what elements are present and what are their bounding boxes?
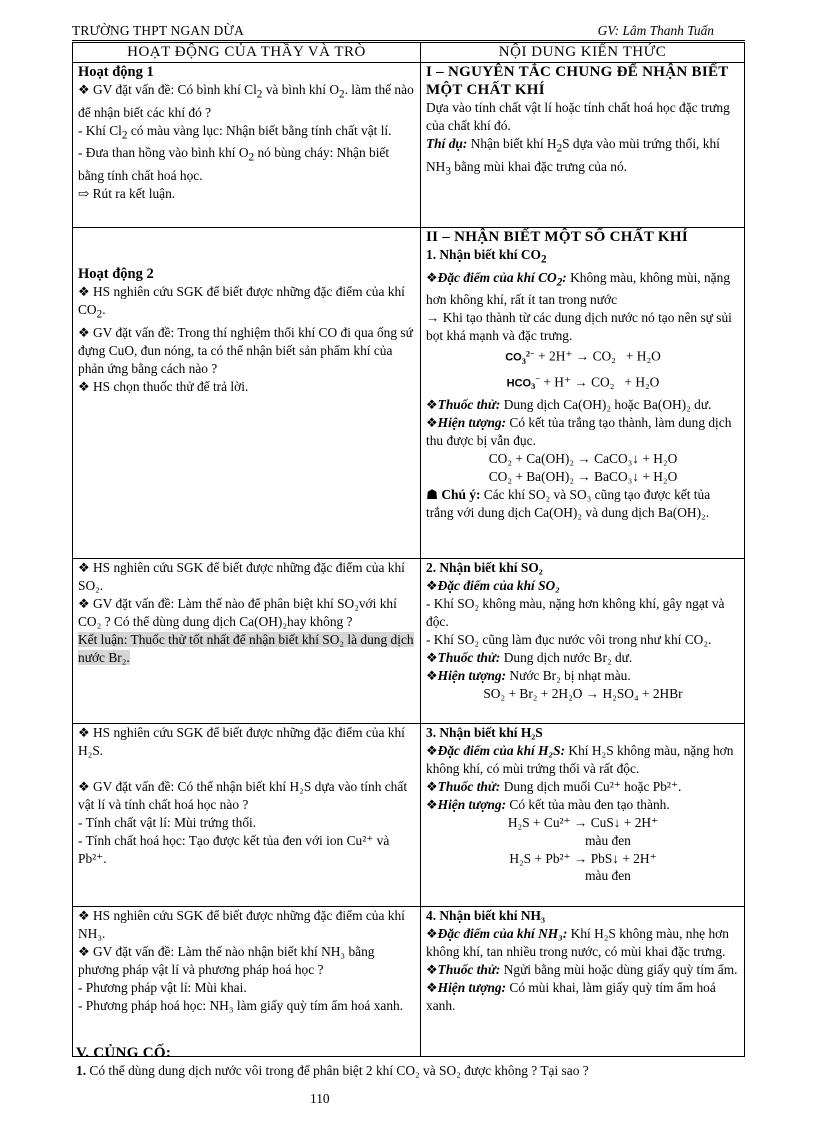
conclusion: Kết luận: Thuốc thử tốt nhất để nhận biết khí SO₂ là dung dịch nước Br₂. [78,632,414,665]
text-line: - Phương pháp vật lí: Mùi khai. [78,980,247,995]
subsection-title: 1. Nhận biết khí $CO_2$ [426,247,547,266]
note-icon: ☗ [426,487,439,502]
diamond-bullet-icon: ❖ [426,269,438,285]
diamond-bullet-icon: ❖ [426,578,438,593]
content-cell [421,228,745,559]
diamond-bullet-icon: ❖ [78,560,90,575]
bullet-item: ❖ GV đặt vấn đề: Làm thế nào để phân biệt khí SO₂với khí CO₂ ? Có thể dùng dung dịch Ca(OH)₂hay không ? [78,596,397,629]
precipitate-note: màu đen [585,868,631,883]
lesson-table [72,40,745,1057]
diamond-bullet-icon: ❖ [78,596,90,611]
review-title: V. CỦNG CỐ: [76,1045,172,1061]
bullet-item: ❖ HS nghiên cứu SGK để biết được những đặc điểm của khí $CO_2$. [78,284,405,321]
arrow-right-icon: ⇨ [78,186,90,202]
activity-title: Hoạt động 2 [78,266,154,282]
diamond-bullet-icon: ❖ [426,743,438,758]
arrow-icon: → [426,310,440,326]
feature-text: ❖Đặc điểm của khí NH₃: Khí H₂S không màu, nhẹ hơn không khí, tan nhiều trong nước, có mùi khai đặc trưng. [426,926,729,959]
table-row [73,724,745,907]
paragraph: Dựa vào tính chất vật lí hoặc tính chất hoá học đặc trưng của chất khí đó. [426,100,730,133]
equation: $CO_3^{2-} + 2H^+ \to CO_2 + H_2O$ [505,348,661,366]
section-title: II – NHẬN BIẾT MỘT SỐ CHẤT KHÍ [426,229,688,245]
example: Thí dụ: Nhận biết khí $H_2S$ dựa vào mùi trứng thối, khí $NH_3$ bằng mùi khai đặc trưng của nó. [426,136,720,178]
diamond-bullet-icon: ❖ [426,415,438,430]
equation: H₂S + Pb²⁺ → PbS↓ + 2H⁺ [509,851,657,866]
reagent-text: ❖Thuốc thử: Ngửi bằng mùi hoặc dùng giấy quỳ tím ẩm. [426,962,738,977]
feature-text: ❖Đặc điểm của khí $CO_2$: Không màu, không mùi, nặng hơn không khí, rất ít tan trong nước → Khi tạo thành từ các dung dịch nước nó tạo nên sự sủi bọt khá mạnh và đặc trưng. [426,269,732,344]
text-line: - Tính chất hoá học: Tạo được kết tủa đen với ion Cu²⁺ và Pb²⁺. [78,833,390,866]
school-name: TRƯỜNG THPT NGAN DỪA [72,23,244,38]
activity-cell [73,724,421,907]
teacher-name: GV: Lâm Thanh Tuấn [597,23,714,38]
phenomenon-text: ❖Hiện tượng: Có mùi khai, làm giấy quỳ tím ẩm hoá xanh. [426,980,716,1013]
bullet-item: ❖ GV đặt vấn đề: Có thể nhận biết khí H₂S dựa vào tính chất vật lí và tính chất hoá học nào ? [78,779,408,812]
subsection-title: 4. Nhận biết khí NH₃ [426,908,545,923]
phenomenon-text: ❖Hiện tượng: Nước Br₂ bị nhạt màu. [426,668,631,683]
equation: SO₂ + Br₂ + 2H₂O → H₂SO₄ + 2HBr [483,686,683,701]
diamond-bullet-icon: ❖ [78,378,90,394]
bullet-item: ❖ GV đặt vấn đề: Trong thí nghiệm thổi khí CO đi qua ống sứ đựng CuO, đun nóng, ta có thể nhận biết sản phẩm khí của phản ứng bằng cách nào ? [78,324,413,376]
section-title: I – NGUYÊN TẮC CHUNG ĐỂ NHẬN BIẾT MỘT CHẤT KHÍ [426,64,729,98]
content-cell [421,724,745,907]
review-question: 1. Có thể dùng dung dịch nước vôi trong để phân biệt 2 khí CO₂ và SO₂ được không ? Tại sao ? [76,1063,589,1078]
text-line: - Tính chất vật lí: Mùi trứng thối. [78,815,257,830]
content-cell [421,907,745,1057]
reagent-text: ❖Thuốc thử: Dung dịch nước Br₂ dư. [426,650,633,665]
bullet-item: ❖ HS chọn thuốc thử để trả lời. [78,378,249,394]
diamond-bullet-icon: ❖ [426,797,438,812]
equation: CO₂ + Ba(OH)₂ → BaCO₃↓ + H₂O [488,469,678,484]
equation: CO₂ + Ca(OH)₂ → CaCO₃↓ + H₂O [488,451,678,466]
note-text: ☗ Chú ý: Các khí SO₂ và SO₃ cũng tạo được kết tủa trắng với dung dịch Ca(OH)₂ và dung dịch Ba(OH)₂. [426,487,711,520]
equation: H₂S + Cu²⁺ → CuS↓ + 2H⁺ [507,815,659,830]
diamond-bullet-icon: ❖ [426,668,438,683]
column-header-activities: HOẠT ĐỘNG CỦA THẦY VÀ TRÒ [73,42,421,63]
activity-cell [73,907,421,1057]
diamond-bullet-icon: ❖ [426,650,438,665]
text-line: - Đưa than hồng vào bình khí $O_2$ nó bùng cháy: Nhận biết bằng tính chất hoá học. [78,145,390,184]
precipitate-note: màu đen [585,833,631,848]
bullet-item: ❖ HS nghiên cứu SGK để biết được những đặc điểm của khí SO₂. [78,560,405,593]
content-cell [421,559,745,724]
feature-label: ❖Đặc điểm của khí SO₂ [426,578,560,593]
feature-text: ❖Đặc điểm của khí H₂S: Khí H₂S không màu, nặng hơn không khí, có mùi trứng thối và rất độc. [426,743,734,776]
activity-cell [73,63,421,228]
activity-title: Hoạt động 1 [78,64,154,80]
text-line: - Khí SO₂ không màu, nặng hơn không khí, gây ngạt và độc. [426,596,725,629]
equation: $HCO_3^- + H^+ \to CO_2 + H_2O$ [506,374,660,391]
diamond-bullet-icon: ❖ [78,944,90,959]
reagent-text: ❖Thuốc thử: Dung dịch Ca(OH)₂ hoặc Ba(OH)₂ dư. [426,397,712,412]
bullet-item: ❖ GV đặt vấn đề: Có bình khí $Cl_2$ và bình khí $O_2$. làm thế nào để nhận biết các khí đó ? [78,82,414,120]
text-line: - Khí SO₂ cũng làm đục nước vôi trong như khí CO₂. [426,632,712,647]
activity-cell [73,559,421,724]
text-line: - Khí $Cl_2$ có màu vàng lục: Nhận biết bằng tính chất vật lí. [78,122,392,142]
diamond-bullet-icon: ❖ [78,779,90,794]
column-header-content: NỘI DUNG KIẾN THỨC [421,42,745,63]
table-row [73,907,745,1057]
bullet-item: ❖ HS nghiên cứu SGK để biết được những đặc điểm của khí NH₃. [78,908,405,941]
phenomenon-text: ❖Hiện tượng: Có kết tủa màu đen tạo thành. [426,797,670,812]
activity-cell [73,228,421,559]
page-header [72,22,714,40]
table-row [73,63,745,228]
phenomenon-text: ❖Hiện tượng: Có kết tủa trắng tạo thành, làm dung dịch thu được bị vẫn đục. [426,415,732,448]
subsection-title: 3. Nhận biết khí H₂S [426,725,543,740]
content-cell [421,63,745,228]
conclusion-line: ⇨ Rút ra kết luận. [78,186,176,202]
diamond-bullet-icon: ❖ [78,908,90,923]
diamond-bullet-icon: ❖ [78,324,90,340]
table-row [73,559,745,724]
diamond-bullet-icon: ❖ [426,779,438,794]
diamond-bullet-icon: ❖ [78,725,90,740]
reagent-text: ❖Thuốc thử: Dung dịch muối Cu²⁺ hoặc Pb²⁺. [426,779,682,794]
diamond-bullet-icon: ❖ [426,980,438,995]
bullet-item: ❖ GV đặt vấn đề: Làm thế nào nhận biết khí NH₃ bằng phương pháp vật lí và phương pháp hoá học ? [78,944,375,977]
text-line: - Phương pháp hoá học: NH₃ làm giấy quỳ tím ẩm hoá xanh. [78,998,404,1013]
table-row [73,228,745,559]
diamond-bullet-icon: ❖ [78,284,90,299]
page-number: 110 [310,1091,330,1106]
subsection-title: 2. Nhận biết khí SO₂ [426,560,543,575]
diamond-bullet-icon: ❖ [426,926,438,941]
diamond-bullet-icon: ❖ [426,397,438,412]
diamond-bullet-icon: ❖ [426,962,438,977]
bullet-item: ❖ HS nghiên cứu SGK để biết được những đặc điểm của khí H₂S. [78,725,405,758]
diamond-bullet-icon: ❖ [78,82,90,97]
